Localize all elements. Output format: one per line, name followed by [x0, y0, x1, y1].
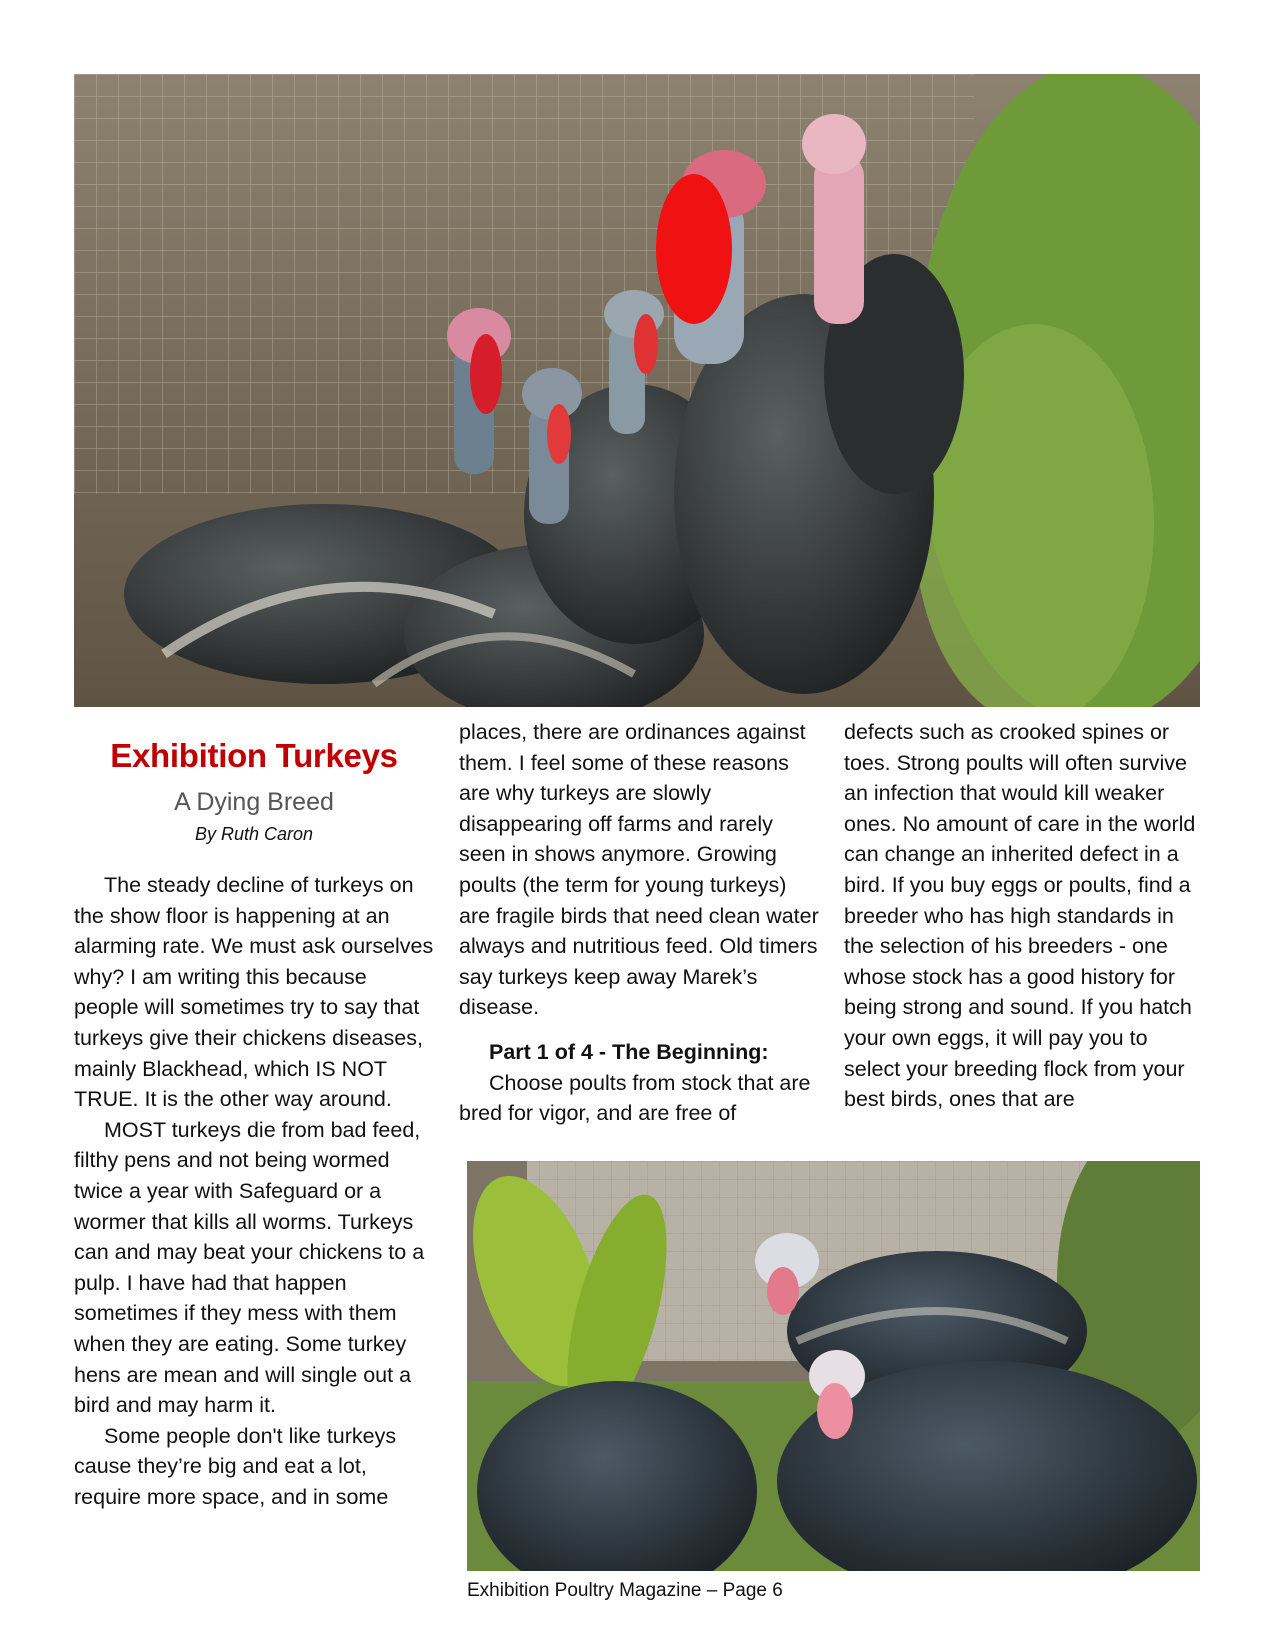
- text-column-3: [844, 717, 1204, 1115]
- top-turkey-photo: [74, 74, 1200, 707]
- paragraph-3-start: Some people don't like turkeys cause they’re big and eat a lot, require more space, and in some: [74, 1423, 397, 1509]
- paragraph-4-start: Choose poults from stock that are bred for vigor, and are free of: [459, 1070, 811, 1126]
- bottom-turkey-photo: [467, 1161, 1200, 1571]
- text-column-2: [459, 717, 819, 1129]
- article-subtitle: A Dying Breed: [174, 788, 334, 816]
- turkeys-at-fence-image: [74, 74, 1200, 707]
- paragraph-3-continued: places, there are ordinances against them. I feel some of these reasons are why turkeys are slowly disappearing off farms and rarely seen in shows anymore. Growing poults (the term for young turkeys) are fragile birds that need clean water always and nutritious feed. Old timers say turkeys keep away Marek’s disease.: [459, 720, 819, 1020]
- section-heading: Part 1 of 4 - The Beginning:: [489, 1039, 769, 1064]
- paragraph-1: The steady decline of turkeys on the show floor is happening at an alarming rate. We must ask ourselves why? I am writing this because people will sometimes try to say that turkeys give their chickens diseases, mainly Blackhead, which IS NOT TRUE. It is the other way around.: [74, 873, 434, 1112]
- text-column-1: [74, 870, 434, 1512]
- article-title: Exhibition Turkeys: [110, 737, 398, 774]
- paragraph-4-continued: defects such as crooked spines or toes. Strong poults will often survive an infection that would kill weaker ones. No amount of care in the world can change an inherited defect in a bird. If you buy eggs or poults, find a breeder who has high standards in the selection of his breeders - one whose stock has a good history for being strong and sound. If you hatch your own eggs, it will pay you to select your breeding flock from your best birds, ones that are: [844, 720, 1196, 1112]
- turkeys-in-yard-image: [467, 1161, 1200, 1571]
- article-byline: By Ruth Caron: [194, 824, 314, 844]
- page-footer: Exhibition Poultry Magazine – Page 6: [467, 1580, 783, 1601]
- paragraph-2: MOST turkeys die from bad feed, filthy pens and not being wormed twice a year with Safeguard or a wormer that kills all worms. Turkeys can and may beat your chickens to a pulp. I have had that happen sometimes if they mess with them when they are eating. Some turkey hens are mean and will single out a bird and may harm it.: [74, 1117, 425, 1418]
